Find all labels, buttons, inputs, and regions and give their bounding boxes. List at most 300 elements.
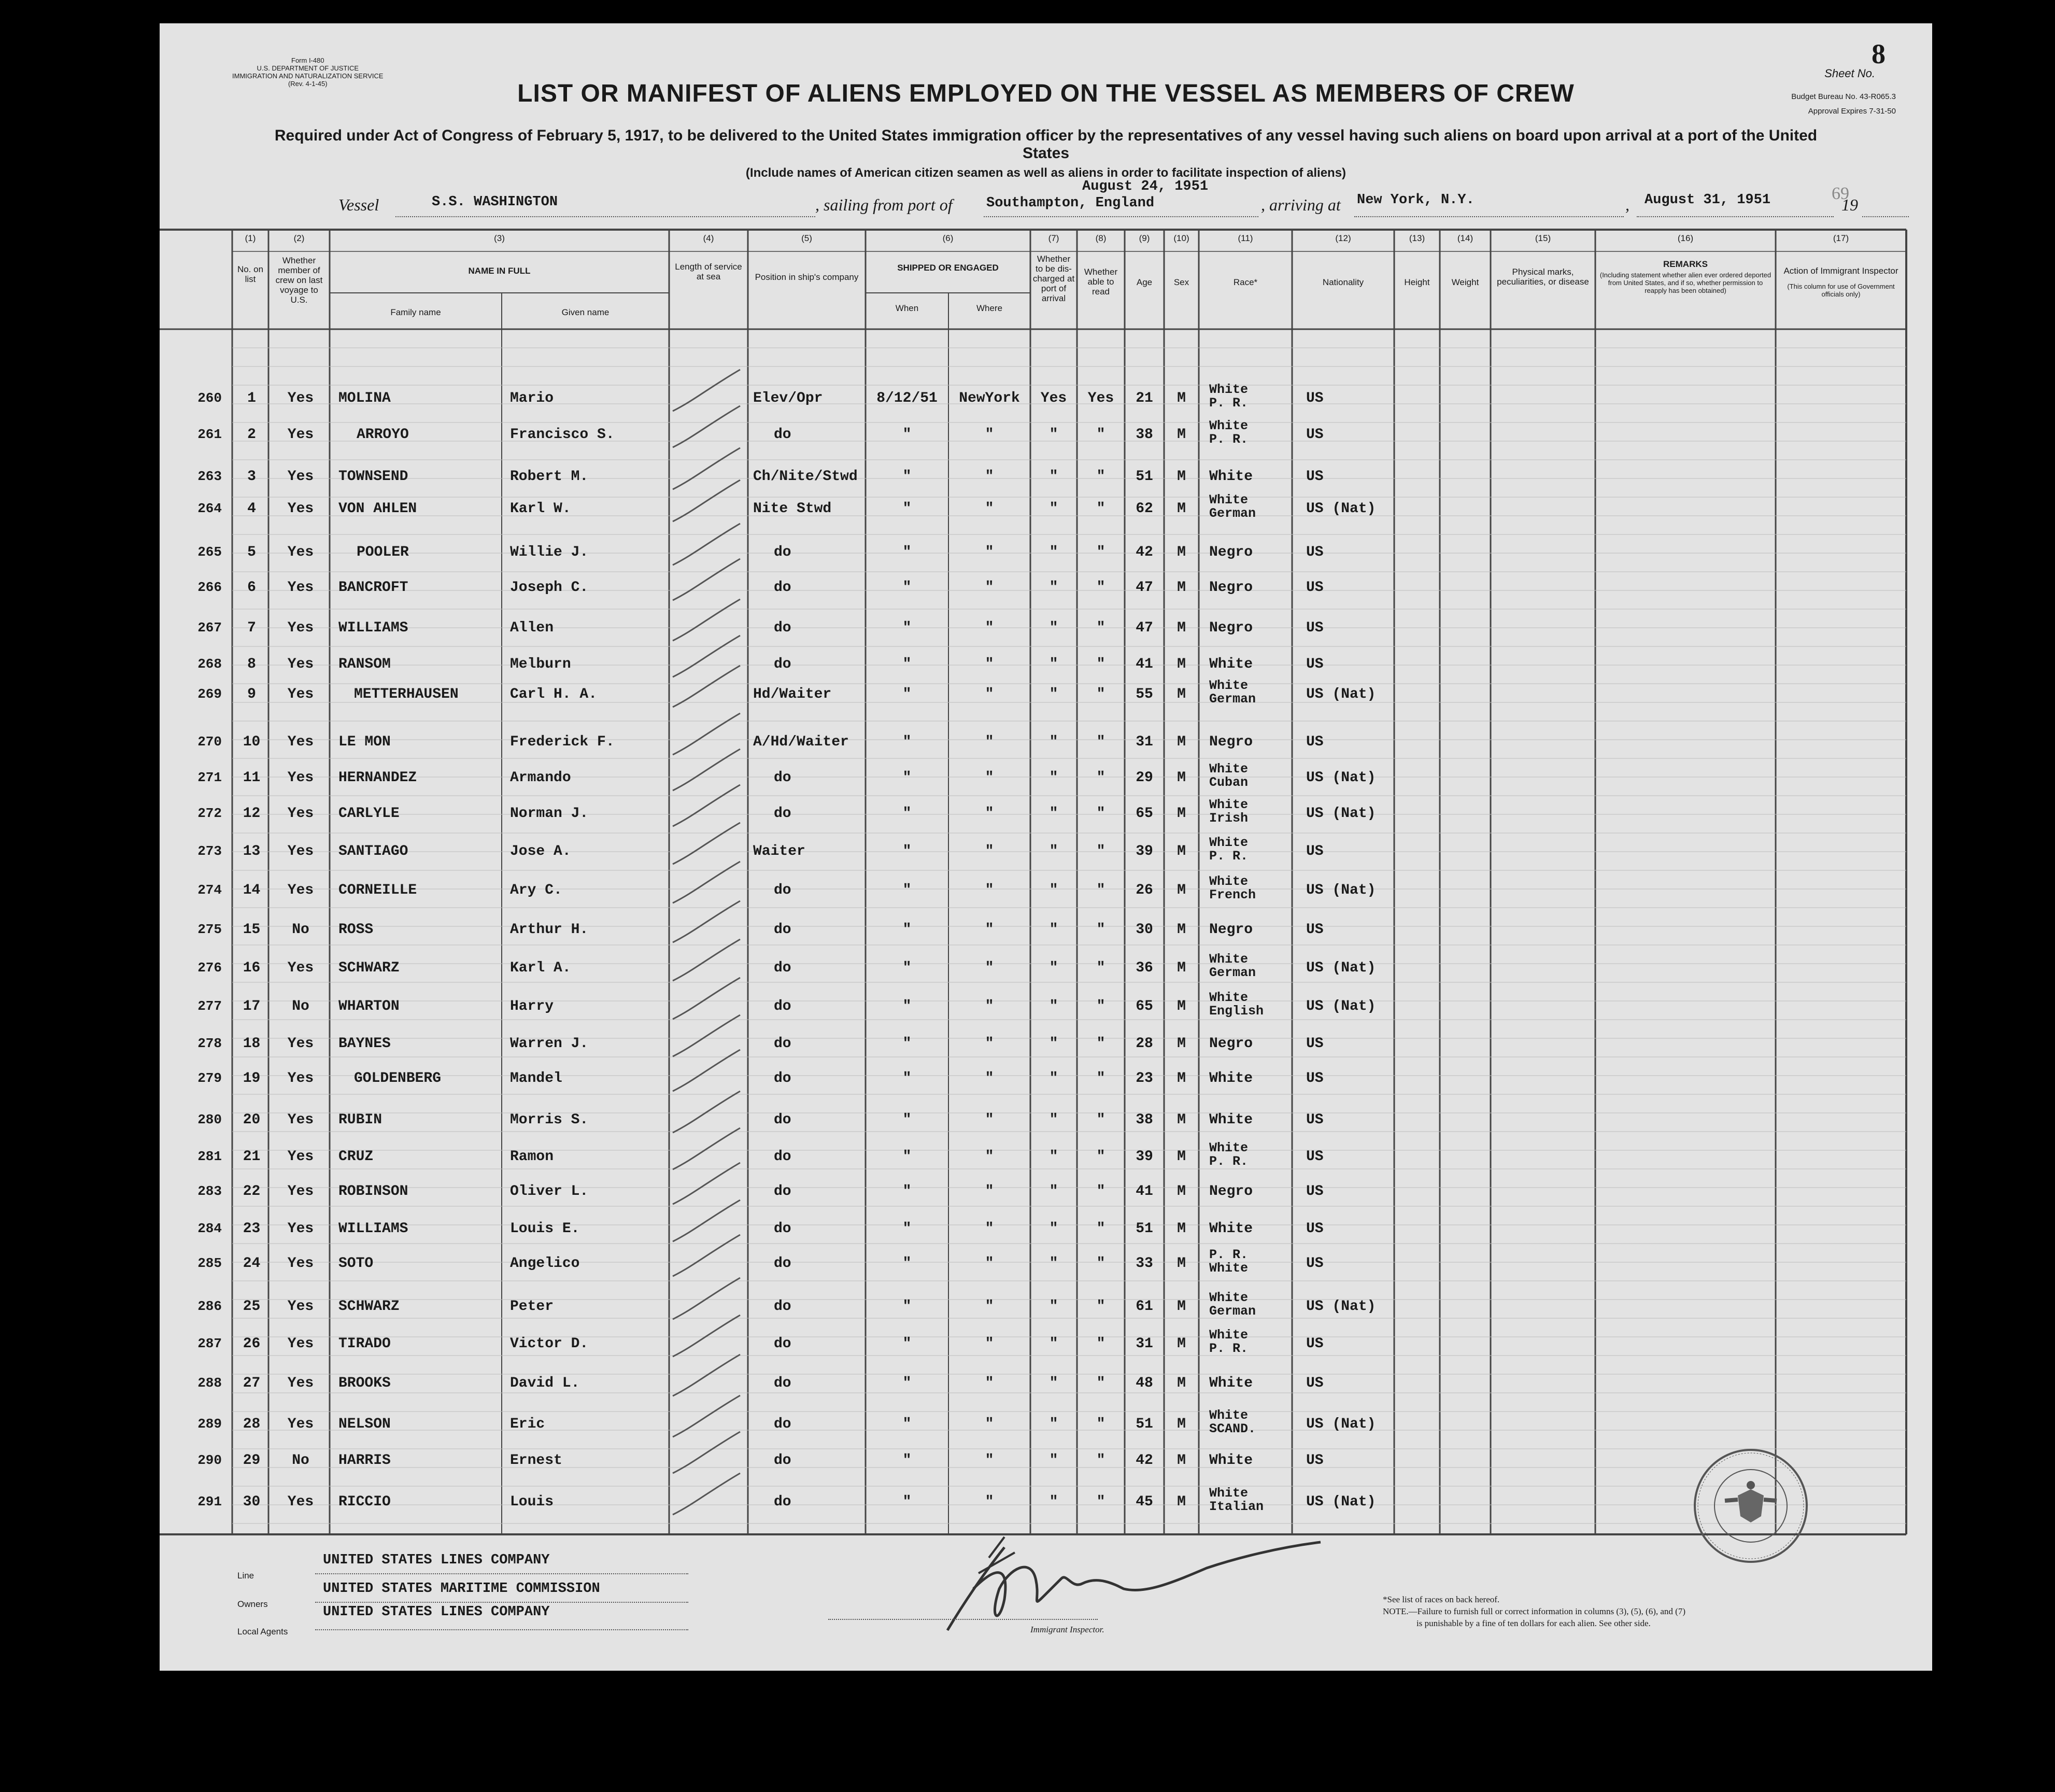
discharged: "	[1049, 1494, 1058, 1510]
column-header-c17: Action of Immigrant Inspector	[1783, 266, 1898, 276]
row-number: 12	[243, 806, 261, 822]
able-to-read: "	[1096, 1221, 1106, 1237]
race-line2: Italian	[1209, 1499, 1264, 1514]
comma: ,	[1625, 195, 1629, 214]
race-line2: P. R.	[1209, 849, 1249, 864]
form-service: IMMIGRATION AND NATURALIZATION SERVICE	[232, 72, 384, 80]
sequence-number: 291	[197, 1494, 222, 1509]
row-number: 18	[243, 1036, 261, 1052]
nationality: US	[1306, 1036, 1324, 1052]
able-to-read: "	[1096, 1494, 1106, 1510]
column-header-c4: Length of service at sea	[675, 262, 742, 281]
sex: M	[1177, 390, 1186, 406]
discharged: "	[1049, 1070, 1058, 1087]
column-number-c5: (5)	[801, 233, 812, 243]
discharged: "	[1049, 1452, 1058, 1469]
shipped-when: "	[902, 1183, 912, 1200]
race-line1: White	[1209, 761, 1249, 777]
column-header-c6: SHIPPED OR ENGAGED	[897, 263, 999, 273]
nationality: US	[1306, 390, 1324, 406]
age: 33	[1136, 1255, 1153, 1272]
shipped-where: NewYork	[959, 390, 1020, 406]
inspector-label: Immigrant Inspector.	[1030, 1625, 1104, 1634]
position: do	[774, 1036, 791, 1052]
position: do	[774, 1221, 791, 1237]
row-number: 30	[243, 1494, 261, 1510]
last-voyage: Yes	[287, 656, 314, 672]
nationality: US	[1306, 1221, 1324, 1237]
age: 51	[1136, 469, 1153, 485]
given-name: David L.	[510, 1375, 580, 1391]
row-number: 27	[243, 1375, 261, 1391]
position: do	[774, 1112, 791, 1128]
able-to-read: "	[1096, 1336, 1106, 1352]
column-header-c11: Race*	[1233, 277, 1258, 287]
position: do	[774, 806, 791, 822]
agents-value: UNITED STATES LINES COMPANY	[323, 1604, 550, 1620]
nationality: US	[1306, 734, 1324, 750]
discharged: "	[1049, 806, 1058, 822]
position: Waiter	[753, 843, 805, 859]
race-line1: White	[1209, 874, 1249, 889]
service-tick-mark	[673, 1473, 740, 1515]
discharged: "	[1049, 1112, 1058, 1128]
sex: M	[1177, 1070, 1186, 1087]
nationality: US (Nat)	[1306, 806, 1376, 822]
able-to-read: "	[1096, 427, 1106, 443]
race-line1: White	[1209, 678, 1249, 693]
shipped-when: "	[902, 620, 912, 636]
position: do	[774, 1070, 791, 1087]
service-tick-mark	[673, 1354, 740, 1396]
age: 47	[1136, 580, 1153, 596]
given-name: Robert M.	[510, 469, 589, 485]
sheet-label: Sheet No.	[1824, 67, 1875, 80]
discharged: "	[1049, 501, 1058, 517]
discharged: Yes	[1040, 390, 1067, 406]
discharged: "	[1049, 1336, 1058, 1352]
arrival-date: August 31, 1951	[1645, 192, 1771, 208]
age: 45	[1136, 1494, 1153, 1510]
row-number: 6	[247, 580, 256, 596]
race-line1: White	[1209, 418, 1249, 433]
family-name: CORNEILLE	[338, 882, 417, 898]
service-tick-mark	[673, 1091, 740, 1133]
family-name: LE MON	[338, 734, 391, 750]
nationality: US	[1306, 1452, 1324, 1469]
discharged: "	[1049, 1183, 1058, 1200]
race-line2: P. R.	[1209, 432, 1249, 447]
given-name: Ramon	[510, 1149, 554, 1165]
footnote-penalty-cont: is punishable by a fine of ten dollars for each alien. See other side.	[1416, 1618, 1651, 1628]
page-title: LIST OR MANIFEST OF ALIENS EMPLOYED ON THE VESSEL AS MEMBERS OF CREW	[517, 80, 1575, 107]
race-line1: White	[1209, 952, 1249, 967]
given-name: Victor D.	[510, 1336, 589, 1352]
shipped-when: "	[902, 1255, 912, 1272]
sequence-number: 261	[197, 427, 222, 442]
race-line1: White	[1209, 492, 1249, 507]
arriving-port: New York, N.Y.	[1357, 192, 1475, 208]
last-voyage: Yes	[287, 960, 314, 976]
shipped-when: 8/12/51	[876, 390, 938, 406]
age: 51	[1136, 1221, 1153, 1237]
given-name: Morris S.	[510, 1112, 589, 1128]
column-header-c7: Whether to be dis-charged at port of arrival	[1032, 254, 1075, 303]
column-number-c7: (7)	[1048, 233, 1059, 243]
shipped-when: "	[902, 1336, 912, 1352]
age: 26	[1136, 882, 1153, 898]
family-name: RICCIO	[338, 1494, 391, 1510]
last-voyage: Yes	[287, 686, 314, 702]
shipped-where: "	[985, 580, 994, 596]
discharged: "	[1049, 544, 1058, 560]
sequence-number: 260	[197, 390, 222, 406]
service-tick-mark	[673, 370, 740, 411]
shipped-when: "	[902, 1299, 912, 1315]
given-name: Eric	[510, 1416, 545, 1432]
age: 23	[1136, 1070, 1153, 1087]
sex: M	[1177, 734, 1186, 750]
form-department: U.S. DEPARTMENT OF JUSTICE	[257, 64, 359, 72]
age: 39	[1136, 843, 1153, 859]
row-number: 22	[243, 1183, 261, 1200]
able-to-read: "	[1096, 1070, 1106, 1087]
service-tick-mark	[673, 978, 740, 1019]
able-to-read: "	[1096, 770, 1106, 786]
footnote-races: *See list of races on back hereof.	[1383, 1595, 1500, 1604]
shipped-where: "	[985, 843, 994, 859]
column-number-c16: (16)	[1677, 233, 1694, 243]
last-voyage: No	[292, 1452, 309, 1469]
discharged: "	[1049, 922, 1058, 938]
discharged: "	[1049, 620, 1058, 636]
shipped-where: "	[985, 1221, 994, 1237]
sequence-number: 276	[197, 960, 222, 976]
given-name: Francisco S.	[510, 427, 615, 443]
shipped-when: "	[902, 998, 912, 1014]
race-line2: SCAND.	[1209, 1421, 1256, 1436]
sex: M	[1177, 620, 1186, 636]
able-to-read: "	[1096, 960, 1106, 976]
sequence-number: 263	[197, 469, 222, 484]
last-voyage: No	[292, 998, 309, 1014]
row-number: 10	[243, 734, 261, 750]
position: do	[774, 544, 791, 560]
last-voyage: Yes	[287, 1221, 314, 1237]
sequence-number: 288	[197, 1375, 222, 1391]
last-voyage: Yes	[287, 1299, 314, 1315]
sex: M	[1177, 882, 1186, 898]
able-to-read: "	[1096, 922, 1106, 938]
race-line2: German	[1209, 692, 1256, 707]
shipped-when: "	[902, 501, 912, 517]
given-name: Norman J.	[510, 806, 589, 822]
last-voyage: Yes	[287, 770, 314, 786]
row-number: 28	[243, 1416, 261, 1432]
service-tick-mark	[673, 1278, 740, 1319]
sex: M	[1177, 1452, 1186, 1469]
sheet-number: 8	[1872, 38, 1886, 69]
position: do	[774, 656, 791, 672]
nationality: US	[1306, 469, 1324, 485]
last-voyage: Yes	[287, 1149, 314, 1165]
position: do	[774, 1336, 791, 1352]
race: White	[1209, 1221, 1253, 1237]
given-name: Warren J.	[510, 1036, 589, 1052]
last-voyage: Yes	[287, 1255, 314, 1272]
position: do	[774, 1183, 791, 1200]
column-header-when: When	[895, 303, 919, 313]
shipped-where: "	[985, 686, 994, 702]
able-to-read: "	[1096, 1416, 1106, 1432]
nationality: US	[1306, 427, 1324, 443]
able-to-read: "	[1096, 1299, 1106, 1315]
service-tick-mark	[673, 901, 740, 942]
service-tick-mark	[673, 713, 740, 755]
able-to-read: "	[1096, 686, 1106, 702]
able-to-read: "	[1096, 843, 1106, 859]
shipped-when: "	[902, 806, 912, 822]
sequence-number: 264	[197, 501, 222, 516]
given-name: Karl A.	[510, 960, 571, 976]
shipped-when: "	[902, 770, 912, 786]
column-number-c17: (17)	[1833, 233, 1849, 243]
family-name: CARLYLE	[338, 806, 400, 822]
column-header-c12: Nationality	[1322, 277, 1364, 287]
race: White	[1209, 1375, 1253, 1391]
position: do	[774, 1494, 791, 1510]
sequence-number: 289	[197, 1416, 222, 1432]
last-voyage: Yes	[287, 1070, 314, 1087]
race-line1: White	[1209, 990, 1249, 1005]
sequence-number: 266	[197, 580, 222, 595]
race-line1: White	[1209, 835, 1249, 850]
nationality: US	[1306, 580, 1324, 596]
row-number: 9	[247, 686, 256, 702]
column-number-c9: (9)	[1139, 233, 1150, 243]
nationality: US	[1306, 1183, 1324, 1200]
sex: M	[1177, 1221, 1186, 1237]
last-voyage: Yes	[287, 1336, 314, 1352]
age: 65	[1136, 998, 1153, 1014]
race-line1: White	[1209, 797, 1249, 812]
last-voyage: Yes	[287, 390, 314, 406]
service-tick-mark	[673, 1432, 740, 1473]
age: 65	[1136, 806, 1153, 822]
sex: M	[1177, 1375, 1186, 1391]
family-name: BAYNES	[338, 1036, 391, 1052]
able-to-read: "	[1096, 1112, 1106, 1128]
family-name: NELSON	[338, 1416, 391, 1432]
column-header-given: Given name	[561, 307, 610, 317]
family-name: MOLINA	[338, 390, 391, 406]
last-voyage: Yes	[287, 1375, 314, 1391]
last-voyage: Yes	[287, 734, 314, 750]
sex: M	[1177, 656, 1186, 672]
sex: M	[1177, 843, 1186, 859]
position: A/Hd/Waiter	[753, 734, 849, 750]
service-tick-mark	[673, 1050, 740, 1091]
column-header-remarks-detail: (Including statement whether alien ever ordered deported from United States, and if so, whether permission to reapply has been obtained)	[1599, 271, 1771, 294]
nationality: US	[1306, 1070, 1324, 1087]
family-name: BROOKS	[338, 1375, 391, 1391]
shipped-when: "	[902, 734, 912, 750]
last-voyage: Yes	[287, 1036, 314, 1052]
column-number-c11: (11)	[1238, 233, 1253, 243]
sex: M	[1177, 580, 1186, 596]
service-tick-mark	[673, 749, 740, 791]
given-name: Armando	[510, 770, 571, 786]
column-header-c1: No. on list	[237, 264, 264, 284]
given-name: Karl W.	[510, 501, 571, 517]
family-name: POOLER	[357, 544, 409, 560]
row-number: 5	[247, 544, 256, 560]
shipped-when: "	[902, 580, 912, 596]
position: do	[774, 1375, 791, 1391]
race-line2: French	[1209, 887, 1256, 902]
column-header-c13: Height	[1404, 277, 1430, 287]
sailing-port: Southampton, England	[986, 195, 1155, 211]
shipped-when: "	[902, 1070, 912, 1087]
sequence-number: 287	[197, 1336, 222, 1351]
discharged: "	[1049, 960, 1058, 976]
shipped-when: "	[902, 843, 912, 859]
sequence-number: 271	[197, 770, 222, 785]
service-tick-mark	[673, 785, 740, 826]
nationality: US (Nat)	[1306, 686, 1376, 702]
column-number-c10: (10)	[1173, 233, 1189, 243]
row-number: 17	[243, 998, 261, 1014]
race-line1: White	[1209, 1408, 1249, 1423]
column-number-c3: (3)	[494, 233, 505, 243]
sequence-number: 286	[197, 1299, 222, 1314]
shipped-where: "	[985, 1494, 994, 1510]
stamp-number: 69	[1832, 184, 1849, 203]
position: Ch/Nite/Stwd	[753, 469, 858, 485]
family-name: TIRADO	[338, 1336, 391, 1352]
discharged: "	[1049, 469, 1058, 485]
race: White	[1209, 1112, 1253, 1128]
service-tick-mark	[673, 1235, 740, 1276]
shipped-where: "	[985, 1255, 994, 1272]
row-number: 21	[243, 1149, 261, 1165]
agents-label: Local Agents	[237, 1627, 288, 1636]
row-number: 8	[247, 656, 256, 672]
row-number: 25	[243, 1299, 261, 1315]
sex: M	[1177, 922, 1186, 938]
age: 38	[1136, 427, 1153, 443]
shipped-where: "	[985, 1416, 994, 1432]
shipped-when: "	[902, 1375, 912, 1391]
race-line2: P. R.	[1209, 1154, 1249, 1169]
able-to-read: "	[1096, 580, 1106, 596]
sequence-number: 277	[197, 998, 222, 1014]
able-to-read: "	[1096, 1452, 1106, 1469]
age: 41	[1136, 656, 1153, 672]
nationality: US	[1306, 1112, 1324, 1128]
shipped-when: "	[902, 882, 912, 898]
race-line1: P. R.	[1209, 1247, 1249, 1262]
family-name: WHARTON	[338, 998, 400, 1014]
nationality: US	[1306, 1255, 1324, 1272]
given-name: Harry	[510, 998, 554, 1014]
shipped-where: "	[985, 1183, 994, 1200]
position: do	[774, 1299, 791, 1315]
nationality: US (Nat)	[1306, 998, 1376, 1014]
nationality: US (Nat)	[1306, 882, 1376, 898]
sequence-number: 281	[197, 1149, 222, 1164]
discharged: "	[1049, 1221, 1058, 1237]
sex: M	[1177, 998, 1186, 1014]
position: do	[774, 1255, 791, 1272]
service-tick-mark	[673, 448, 740, 489]
consulate-seal	[1689, 1444, 1813, 1568]
family-name: SANTIAGO	[338, 843, 408, 859]
given-name: Peter	[510, 1299, 554, 1315]
family-name: VON AHLEN	[338, 501, 417, 517]
discharged: "	[1049, 1416, 1058, 1432]
row-number: 2	[247, 427, 256, 443]
footnote-penalty: NOTE.—Failure to furnish full or correct information in columns (3), (5), (6), and (7)	[1383, 1606, 1685, 1616]
vessel-name: S.S. WASHINGTON	[432, 194, 558, 210]
shipped-where: "	[985, 469, 994, 485]
sex: M	[1177, 1255, 1186, 1272]
column-header-c10: Sex	[1173, 277, 1189, 287]
service-tick-mark	[673, 862, 740, 903]
service-tick-mark	[673, 559, 740, 600]
shipped-when: "	[902, 469, 912, 485]
shipped-where: "	[985, 998, 994, 1014]
shipped-where: "	[985, 960, 994, 976]
family-name: SCHWARZ	[338, 960, 400, 976]
position: Hd/Waiter	[753, 686, 832, 702]
sex: M	[1177, 770, 1186, 786]
arriving-label: , arriving at	[1261, 195, 1341, 214]
able-to-read: "	[1096, 656, 1106, 672]
able-to-read: "	[1096, 1149, 1106, 1165]
shipped-when: "	[902, 922, 912, 938]
last-voyage: No	[292, 922, 309, 938]
shipped-where: "	[985, 1375, 994, 1391]
able-to-read: "	[1096, 734, 1106, 750]
last-voyage: Yes	[287, 620, 314, 636]
given-name: Louis E.	[510, 1221, 580, 1237]
column-header-c8: Whether able to read	[1084, 267, 1118, 297]
nationality: US (Nat)	[1306, 770, 1376, 786]
sex: M	[1177, 1494, 1186, 1510]
last-voyage: Yes	[287, 1494, 314, 1510]
row-number: 19	[243, 1070, 261, 1087]
discharged: "	[1049, 843, 1058, 859]
race: Negro	[1209, 922, 1253, 938]
position: Nite Stwd	[753, 501, 832, 517]
family-name: GOLDENBERG	[354, 1070, 442, 1087]
age: 62	[1136, 501, 1153, 517]
row-number: 20	[243, 1112, 261, 1128]
inspector-signature	[927, 1527, 1393, 1641]
shipped-where: "	[985, 501, 994, 517]
position: do	[774, 1452, 791, 1469]
page-subtitle-note: (Include names of American citizen seamen as well as aliens in order to facilitate inspection of aliens)	[745, 166, 1347, 180]
position: do	[774, 427, 791, 443]
service-tick-mark	[673, 1128, 740, 1169]
last-voyage: Yes	[287, 1416, 314, 1432]
given-name: Louis	[510, 1494, 554, 1510]
row-number: 13	[243, 843, 261, 859]
last-voyage: Yes	[287, 806, 314, 822]
service-tick-mark	[673, 1395, 740, 1437]
sequence-number: 270	[197, 734, 222, 750]
